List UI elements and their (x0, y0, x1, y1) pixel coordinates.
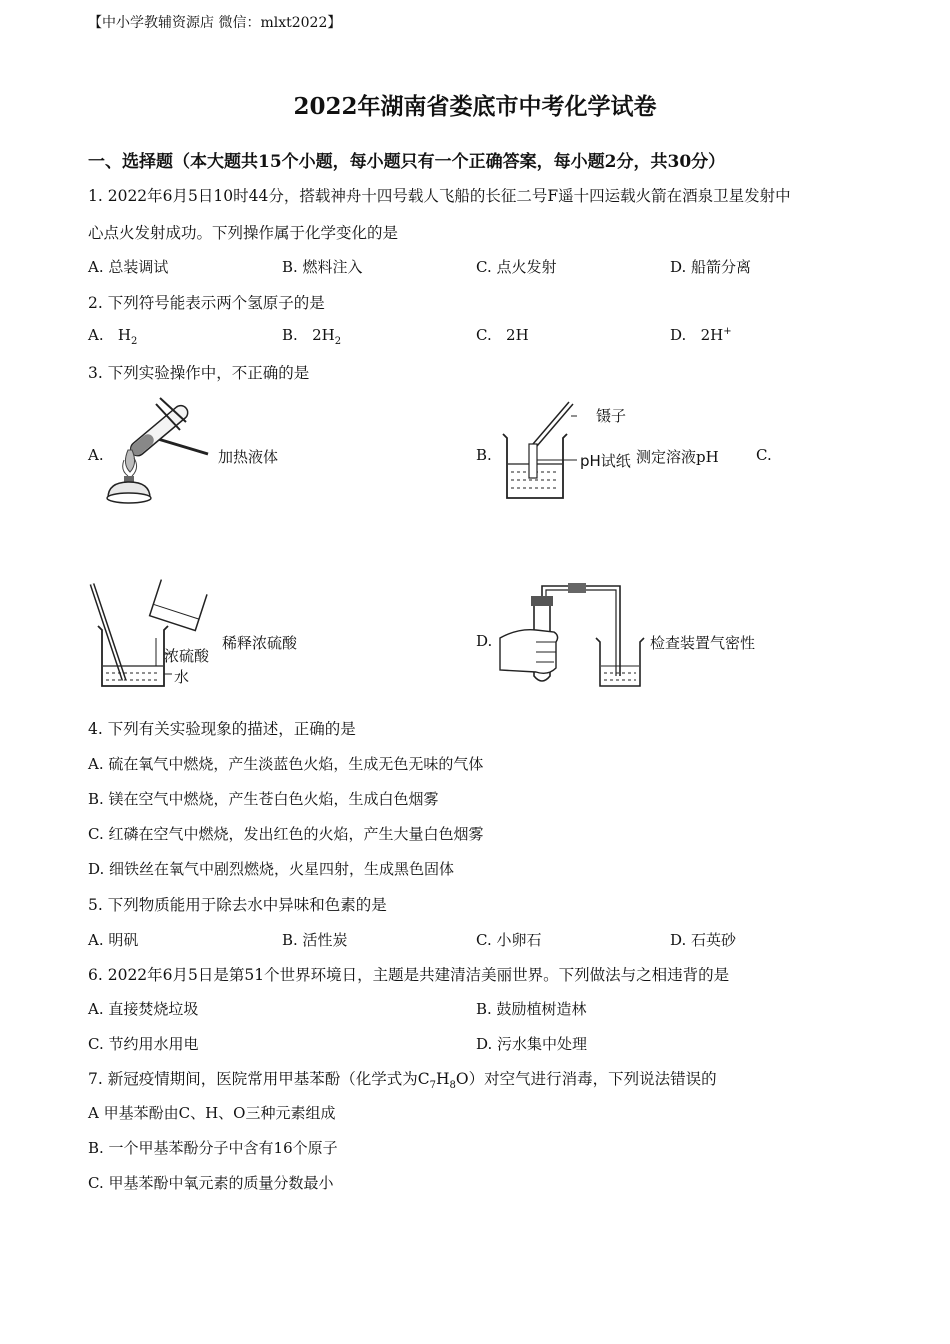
label-conc-acid: 浓硫酸 (164, 647, 210, 665)
header-watermark: 【中小学教辅资源店 微信：mlxt2022】 (88, 15, 342, 31)
q1-stem-line2: 心点火发射成功。下列操作属于化学变化的是 (88, 224, 399, 242)
q3-c-caption: 稀释浓硫酸 (222, 634, 298, 652)
q5-option-a: A. 明矾 (88, 931, 139, 949)
q5-option-b: B. 活性炭 (282, 931, 348, 949)
label-water: 水 (174, 668, 190, 686)
q2-stem: 2. 下列符号能表示两个氢原子的是 (88, 294, 325, 312)
q7-formula-h: H (435, 1070, 450, 1088)
q2-formula-d-sup: + (723, 326, 732, 337)
q2-option-a (88, 326, 137, 347)
q2-option-c (476, 326, 529, 344)
q7-formula-c-sub: 7 (429, 1080, 436, 1092)
section-heading: 一、选择题（本大题共15个小题，每小题只有一个正确答案，每小题2分，共30分） (88, 152, 726, 172)
q1-stem-line1: 1. 2022年6月5日10时44分，搭载神舟十四号载人飞船的长征二号F遥十四运载火箭在酒泉卫星发射中 (88, 187, 791, 205)
q3-d-letter: D. (476, 632, 493, 650)
q2-formula-b: 2H (312, 326, 335, 344)
q2-formula-a-sub: 2 (131, 336, 138, 347)
q3-c-letter: C. (756, 446, 772, 464)
airtightness-diagram (498, 580, 646, 692)
q2-letter-d: D. (670, 326, 687, 344)
q2-formula-b-sub: 2 (334, 336, 342, 347)
q6-stem: 6. 2022年6月5日是第51个世界环境日，主题是共建清洁美丽世界。下列做法与之相违背的是 (88, 966, 730, 984)
q7-formula-h-sub: 8 (449, 1080, 456, 1092)
page-title: 2022年湖南省娄底市中考化学试卷 (293, 93, 657, 120)
q6-option-a: A. 直接焚烧垃圾 (88, 1000, 199, 1018)
q1-option-a: A. 总装调试 (88, 258, 169, 276)
q3-a-letter: A. (88, 446, 104, 464)
q4-option-c: C. 红磷在空气中燃烧，发出红色的火焰，产生大量白色烟雾 (88, 825, 484, 843)
q6-option-d: D. 污水集中处理 (476, 1035, 588, 1053)
q2-option-d (670, 326, 732, 344)
q1-option-c: C. 点火发射 (476, 258, 557, 276)
q2-letter-a: A. (88, 326, 104, 344)
q4-option-d: D. 细铁丝在氧气中剧烈燃烧，火星四射，生成黑色固体 (88, 860, 455, 878)
q5-stem: 5. 下列物质能用于除去水中异味和色素的是 (88, 896, 387, 914)
q7-option-b: B. 一个甲基苯酚分子中含有16个原子 (88, 1139, 338, 1157)
q2-formula-d: 2H (700, 326, 724, 344)
q7-stem (88, 1067, 717, 1091)
q3-b-letter: B. (476, 446, 492, 464)
q5-option-d: D. 石英砂 (670, 931, 737, 949)
q3-b-caption: 测定溶液pH (636, 448, 719, 466)
q6-option-c: C. 节约用水用电 (88, 1035, 199, 1053)
q3-a-caption: 加热液体 (218, 448, 279, 466)
q6-option-b: B. 鼓励植树造林 (476, 1000, 587, 1018)
q7-option-a: A 甲基苯酚由C、H、O三种元素组成 (88, 1104, 336, 1122)
q3-d-caption: 检查装置气密性 (650, 634, 756, 652)
q7-option-c: C. 甲基苯酚中氧元素的质量分数最小 (88, 1174, 334, 1192)
q7-formula-o: O (455, 1070, 469, 1088)
dilute-acid-diagram (88, 580, 218, 692)
q2-option-b (282, 326, 341, 347)
q7-stem-post: ）对空气进行消毒，下列说法错误的 (468, 1070, 717, 1088)
ph-test-diagram (497, 398, 577, 504)
q2-letter-c: C. (476, 326, 492, 344)
q3-stem: 3. 下列实验操作中，不正确的是 (88, 364, 310, 382)
q4-stem: 4. 下列有关实验现象的描述，正确的是 (88, 720, 356, 738)
q4-option-b: B. 镁在空气中燃烧，产生苍白色火焰，生成白色烟雾 (88, 790, 439, 808)
q7-stem-pre: 7. 新冠疫情期间，医院常用甲基苯酚（化学式为C (88, 1070, 430, 1088)
q1-option-d: D. 船箭分离 (670, 258, 752, 276)
q2-formula-a: H (117, 326, 132, 344)
q5-option-c: C. 小卵石 (476, 931, 542, 949)
label-ph-paper: pH试纸 (580, 452, 631, 470)
q4-option-a: A. 硫在氧气中燃烧，产生淡蓝色火焰，生成无色无味的气体 (88, 755, 484, 773)
q2-letter-b: B. (282, 326, 298, 344)
label-tweezers: 镊子 (596, 407, 627, 425)
heating-liquid-diagram (100, 392, 215, 507)
q2-formula-c: 2H (506, 326, 529, 344)
q1-option-b: B. 燃料注入 (282, 258, 363, 276)
